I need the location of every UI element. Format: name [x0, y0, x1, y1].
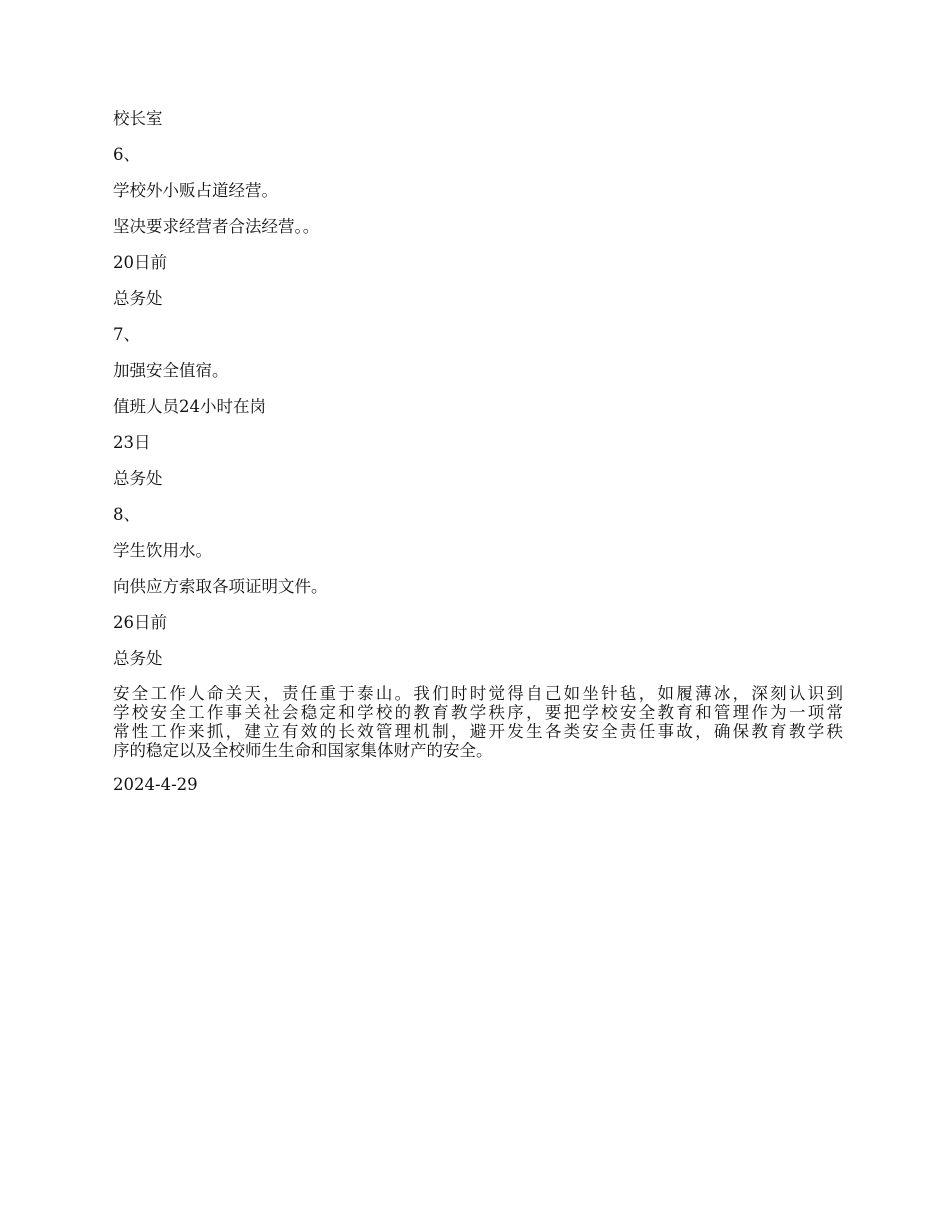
item-7-measure: 值班人员24小时在岗 [113, 397, 266, 416]
paragraph-row: 学校安全工作事关社会稳定和学校的教育教学秩序，要把学校安全教育和管理作为一项常 [113, 703, 843, 722]
item-8-measure: 向供应方索取各项证明文件。 [113, 577, 328, 596]
item-7-deadline: 23日 [113, 433, 151, 452]
item-6-department: 总务处 [113, 289, 163, 308]
item-6-measure: 坚决要求经营者合法经营。。 [113, 217, 320, 236]
item-6-issue: 学校外小贩占道经营。 [113, 181, 278, 200]
document-page [113, 108, 843, 810]
item-6-deadline: 20日前 [113, 253, 167, 272]
item-7-department: 总务处 [113, 469, 163, 488]
document-date: 2024-4-29 [113, 775, 198, 794]
item-8-deadline: 26日前 [113, 613, 167, 632]
item-number-6: 6、 [113, 145, 140, 164]
paragraph-row: 安全工作人命关天，责任重于泰山。我们时时觉得自己如坐针毡，如履薄冰，深刻认识到 [113, 684, 843, 703]
item-number-7: 7、 [113, 325, 140, 344]
item-number-8: 8、 [113, 505, 140, 524]
item-8-issue: 学生饮用水。 [113, 541, 212, 560]
item-7-issue: 加强安全值宿。 [113, 361, 229, 380]
closing-paragraph [113, 684, 843, 760]
paragraph-row: 序的稳定以及全校师生生命和国家集体财产的安全。 [113, 741, 493, 760]
text-line-office: 校长室 [113, 109, 163, 128]
item-8-department: 总务处 [113, 649, 163, 668]
paragraph-row: 常性工作来抓，建立有效的长效管理机制，避开发生各类安全责任事故，确保教育教学秩 [113, 722, 843, 741]
